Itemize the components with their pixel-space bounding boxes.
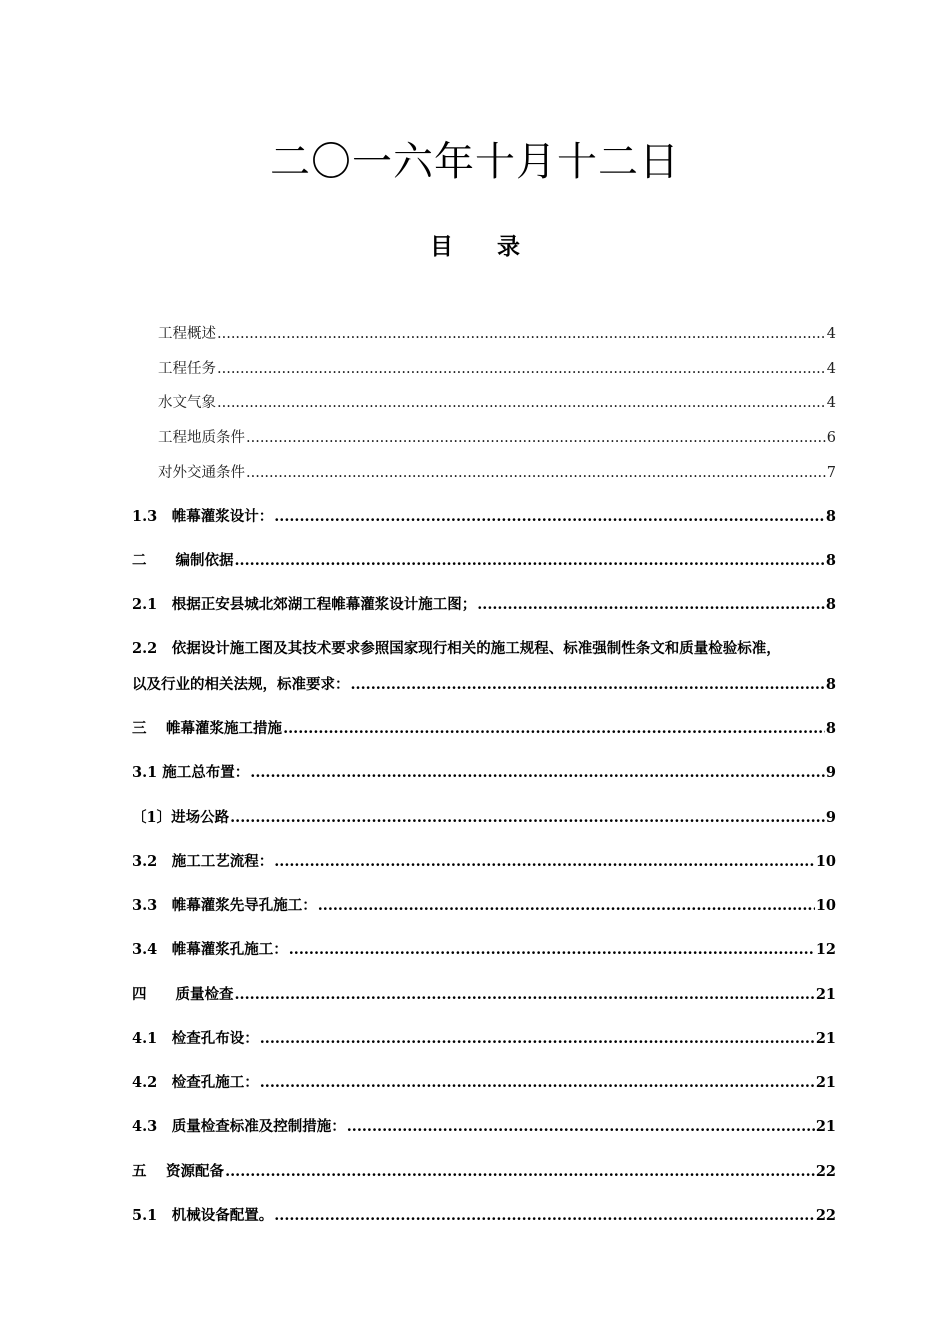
toc-entry-page: 4 <box>826 395 836 411</box>
toc-entry[interactable] <box>158 358 836 380</box>
toc-leader <box>351 674 825 696</box>
toc-title-char-2: 录 <box>497 233 520 260</box>
toc-entry-label: 水文气象 <box>158 395 216 411</box>
toc-entry-label: 〔1〕进场公路 <box>132 809 230 826</box>
toc-leader <box>235 550 825 572</box>
toc-entry-page: 8 <box>825 720 836 737</box>
toc-leader <box>289 939 815 961</box>
toc-entry-page: 4 <box>826 361 836 377</box>
toc-leader <box>246 427 826 449</box>
toc-entry[interactable] <box>132 1116 836 1138</box>
toc-leader <box>347 1116 815 1138</box>
toc-leader <box>283 718 825 740</box>
toc-entry-page: 8 <box>825 508 836 525</box>
toc-entry-label-line1: 2.2 依据设计施工图及其技术要求参照国家现行相关的施工规程、标准强制性条文和质量检验标准， <box>132 640 781 657</box>
toc-title-char-1: 目 <box>430 233 453 260</box>
toc-entry-page: 4 <box>826 326 836 342</box>
toc-entry-label: 3.4 帷幕灌浆孔施工： <box>132 941 288 958</box>
toc-entry-page: 8 <box>825 676 836 693</box>
toc-entry-page: 7 <box>826 465 836 481</box>
toc-leader <box>260 1028 815 1050</box>
toc-entry[interactable] <box>132 1028 836 1050</box>
toc-entry-label: 2.1 根据正安县城北郊湖工程帷幕灌浆设计施工图； <box>132 596 477 613</box>
toc-leader <box>318 895 815 917</box>
toc-entry-label: 1.3 帷幕灌浆设计： <box>132 508 274 525</box>
toc-entry-page: 8 <box>825 596 836 613</box>
toc-entry[interactable] <box>132 762 836 784</box>
toc-entry-page: 9 <box>825 809 836 826</box>
toc-entry[interactable] <box>132 895 836 917</box>
toc-entry-page: 22 <box>815 1163 836 1180</box>
toc-entry[interactable] <box>132 1161 836 1183</box>
toc-leader <box>217 323 826 345</box>
toc-entry-page: 10 <box>815 897 836 914</box>
toc-entry[interactable] <box>158 392 836 414</box>
toc-entry-label-line2: 以及行业的相关法规，标准要求： <box>132 676 350 693</box>
toc-leader <box>274 1205 815 1227</box>
toc-leader <box>246 462 826 484</box>
toc-entry[interactable] <box>158 462 836 484</box>
toc-entry[interactable] <box>132 1205 836 1227</box>
toc-entry[interactable] <box>132 851 836 873</box>
toc-entry-label: 3.1 施工总布置： <box>132 764 250 781</box>
toc-entry[interactable] <box>158 323 836 345</box>
toc-entry-page: 21 <box>815 1118 836 1135</box>
toc-entry-page: 12 <box>815 941 836 958</box>
toc-leader <box>477 594 825 616</box>
toc-entry-label: 3.3 帷幕灌浆先导孔施工： <box>132 897 317 914</box>
toc-entry-label: 3.2 施工工艺流程： <box>132 853 274 870</box>
toc-leader <box>274 506 825 528</box>
toc-entry[interactable] <box>132 984 836 1006</box>
toc-entry-label: 4.1 检查孔布设： <box>132 1030 259 1047</box>
toc-entry-page: 22 <box>815 1207 836 1224</box>
toc-entry-page: 21 <box>815 1030 836 1047</box>
toc-entry-page: 10 <box>815 853 836 870</box>
toc-title <box>0 232 950 262</box>
toc-entry-label: 二 编制依据 <box>132 552 234 569</box>
toc-entry-label: 工程地质条件 <box>158 430 245 446</box>
toc-leader <box>250 762 825 784</box>
toc-entry[interactable] <box>132 939 836 961</box>
toc-entry-page: 8 <box>825 552 836 569</box>
toc-entry-label: 三 帷幕灌浆施工措施 <box>132 720 283 737</box>
toc-entry[interactable] <box>132 550 836 572</box>
toc-entry-page: 9 <box>825 764 836 781</box>
toc-entry-wrapped[interactable] <box>132 638 836 696</box>
toc-leader <box>225 1161 815 1183</box>
toc-entry[interactable] <box>132 594 836 616</box>
toc-entry[interactable] <box>132 718 836 740</box>
toc-leader <box>274 851 815 873</box>
toc-entry-label: 5.1 机械设备配置。 <box>132 1207 274 1224</box>
toc-leader <box>217 358 826 380</box>
toc-entry-label: 工程任务 <box>158 361 216 377</box>
toc-entry-page: 21 <box>815 1074 836 1091</box>
toc-leader <box>235 984 815 1006</box>
toc-entry[interactable] <box>132 807 836 829</box>
toc-entry-label: 4.3 质量检查标准及控制措施： <box>132 1118 346 1135</box>
document-date: 二〇一六年十月十二日 <box>270 139 680 185</box>
toc-entry[interactable] <box>132 506 836 528</box>
toc-entry-page: 21 <box>815 986 836 1003</box>
toc-entry[interactable] <box>158 427 836 449</box>
toc-leader <box>217 392 826 414</box>
toc-entry-label: 五 资源配备 <box>132 1163 225 1180</box>
toc-entry[interactable] <box>132 1072 836 1094</box>
toc-leader <box>260 1072 815 1094</box>
toc-leader <box>230 807 825 829</box>
toc-entry-page: 6 <box>826 430 836 446</box>
toc-entry-label: 工程概述 <box>158 326 216 342</box>
toc-entry-label: 对外交通条件 <box>158 465 245 481</box>
toc-entry-label: 4.2 检查孔施工： <box>132 1074 259 1091</box>
toc-entry-label: 四 质量检查 <box>132 986 234 1003</box>
